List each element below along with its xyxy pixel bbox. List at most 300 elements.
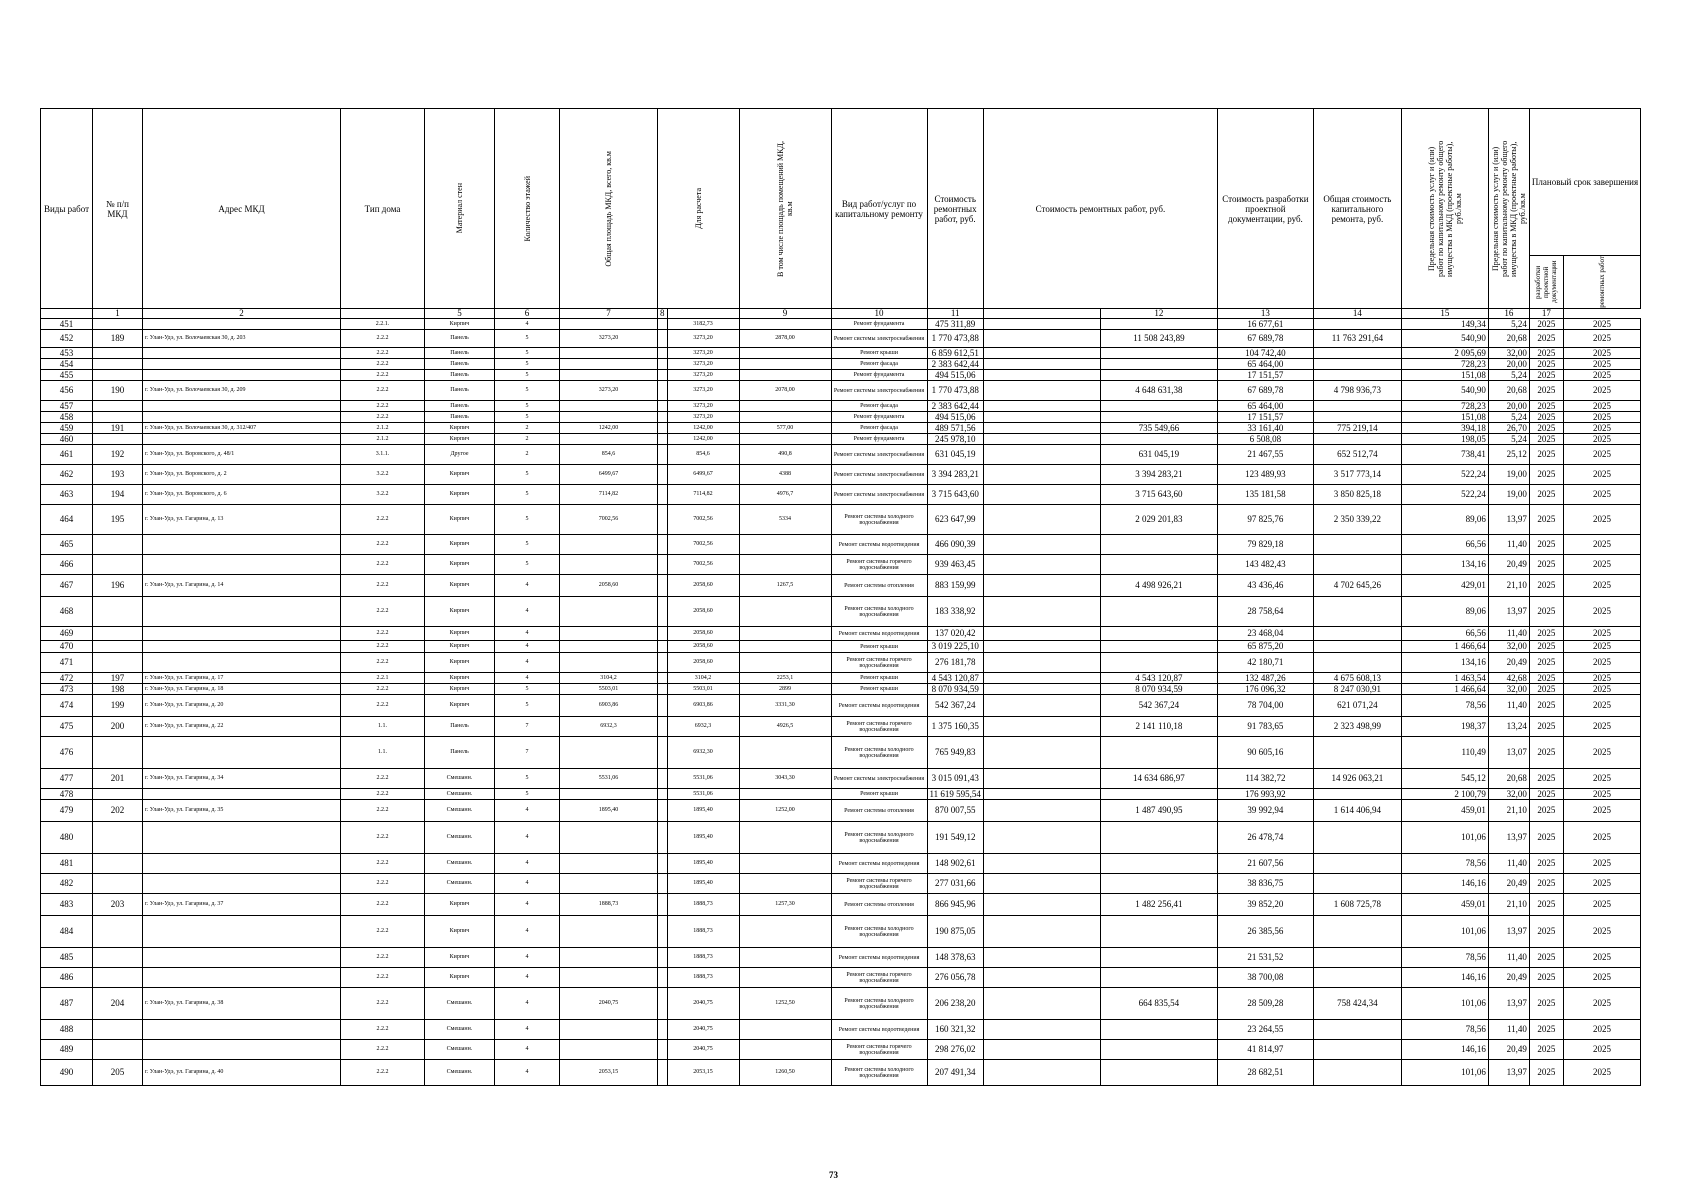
floors-cell: 5 [495, 695, 560, 717]
limit-design-cell: 5,24 [1488, 434, 1529, 445]
spacer-cell [983, 370, 1100, 381]
cost-design-cell: 143 482,43 [1217, 555, 1313, 575]
spacer-cell [983, 485, 1100, 505]
budget-table-sheet [40, 108, 1641, 1086]
col-header-cost-design: Стоимость разработки проектной документации, руб. [1217, 109, 1313, 309]
column-number-cell: 12 [1100, 309, 1217, 319]
calc-area-cell: 2058,60 [667, 627, 739, 641]
limit-works-cell: 151,08 [1401, 412, 1488, 423]
wall-material-cell: Смешанн. [425, 789, 495, 800]
table-row [41, 789, 1641, 800]
house-type-cell: 2.2.2 [341, 769, 425, 789]
limit-design-cell: 13,07 [1488, 737, 1529, 769]
mkd-number-cell: 204 [93, 988, 143, 1020]
house-type-cell: 2.2.2 [341, 359, 425, 370]
deadline-design-cell: 2025 [1529, 948, 1563, 968]
cost-works-total-cell [1100, 412, 1217, 423]
limit-design-cell: 20,49 [1488, 874, 1529, 894]
work-type-cell: Ремонт системы холодного водоснабжения [831, 1060, 927, 1086]
row-number-cell: 473 [41, 684, 93, 695]
spacer-cell [658, 769, 668, 789]
cost-works-cell: 631 045,19 [927, 445, 983, 465]
wall-material-cell: Кирпич [425, 894, 495, 916]
table-row [41, 894, 1641, 916]
total-area-cell [560, 874, 658, 894]
premises-area-cell [739, 1040, 831, 1060]
calc-area-cell: 2040,75 [667, 1040, 739, 1060]
spacer-cell [658, 800, 668, 822]
deadline-repair-cell: 2025 [1563, 535, 1640, 555]
table-row [41, 505, 1641, 535]
column-number-cell: 17 [1529, 309, 1563, 319]
total-area-cell [560, 401, 658, 412]
cost-design-cell: 176 993,92 [1217, 789, 1313, 800]
wall-material-cell: Кирпич [425, 535, 495, 555]
limit-design-cell: 21,10 [1488, 894, 1529, 916]
wall-material-cell: Смешанн. [425, 800, 495, 822]
cost-total-cell: 4 798 936,73 [1313, 381, 1401, 401]
col-header-limit-design: Предельная стоимость услуг и (или) работ по капитальному ремонту общего имущества в МКД (проектные работы), руб./кв.м [1488, 109, 1529, 309]
table-row [41, 916, 1641, 948]
address-cell: г. Улан-Удэ, ул. Волочаевская 30, д. 312/407 [143, 423, 341, 434]
cost-total-cell [1313, 789, 1401, 800]
cost-works-total-cell [1100, 874, 1217, 894]
cost-design-cell: 65 464,00 [1217, 359, 1313, 370]
cost-works-cell: 207 491,34 [927, 1060, 983, 1086]
floors-cell: 5 [495, 769, 560, 789]
premises-area-cell: 1267,5 [739, 575, 831, 597]
cost-design-cell: 65 464,00 [1217, 401, 1313, 412]
cost-works-cell: 3 019 225,10 [927, 641, 983, 653]
mkd-number-cell [93, 319, 143, 330]
cost-works-total-cell: 1 482 256,41 [1100, 894, 1217, 916]
spacer-cell [983, 445, 1100, 465]
floors-cell: 5 [495, 348, 560, 359]
premises-area-cell: 2899 [739, 684, 831, 695]
address-cell [143, 627, 341, 641]
house-type-cell: 2.2.2 [341, 1060, 425, 1086]
calc-area-cell: 3273,20 [667, 330, 739, 348]
floors-cell: 4 [495, 988, 560, 1020]
work-type-cell: Ремонт фасада [831, 401, 927, 412]
work-type-cell: Ремонт системы электроснабжения [831, 485, 927, 505]
mkd-number-cell [93, 370, 143, 381]
cost-design-cell: 132 487,26 [1217, 673, 1313, 684]
cost-total-cell [1313, 653, 1401, 673]
wall-material-cell: Кирпич [425, 423, 495, 434]
cost-design-cell: 33 161,40 [1217, 423, 1313, 434]
premises-area-cell: 2878,00 [739, 330, 831, 348]
calc-area-cell: 2058,60 [667, 575, 739, 597]
premises-area-cell: 5334 [739, 505, 831, 535]
floors-cell: 5 [495, 535, 560, 555]
total-area-cell [560, 370, 658, 381]
spacer-cell [983, 330, 1100, 348]
row-number-cell: 462 [41, 465, 93, 485]
row-number-cell: 461 [41, 445, 93, 465]
limit-works-cell: 394,18 [1401, 423, 1488, 434]
limit-design-cell: 20,68 [1488, 381, 1529, 401]
cost-design-cell: 114 382,72 [1217, 769, 1313, 789]
cost-design-cell: 26 385,56 [1217, 916, 1313, 948]
premises-area-cell [739, 948, 831, 968]
wall-material-cell: Панель [425, 412, 495, 423]
cost-works-total-cell: 664 835,54 [1100, 988, 1217, 1020]
row-number-cell: 488 [41, 1020, 93, 1040]
premises-area-cell [739, 822, 831, 854]
table-row [41, 854, 1641, 874]
spacer-cell [983, 1040, 1100, 1060]
spacer-cell [983, 789, 1100, 800]
table-row [41, 319, 1641, 330]
work-type-cell: Ремонт системы электроснабжения [831, 769, 927, 789]
mkd-number-cell [93, 412, 143, 423]
deadline-repair-cell: 2025 [1563, 854, 1640, 874]
premises-area-cell [739, 1020, 831, 1040]
cost-works-total-cell: 4 648 631,38 [1100, 381, 1217, 401]
deadline-repair-cell: 2025 [1563, 485, 1640, 505]
premises-area-cell: 2078,00 [739, 381, 831, 401]
floors-cell: 4 [495, 627, 560, 641]
col-header-premises-area: В том числе площадь помещений МКД, кв.м [739, 109, 831, 309]
deadline-repair-cell: 2025 [1563, 627, 1640, 641]
cost-design-cell: 176 096,32 [1217, 684, 1313, 695]
table-row [41, 423, 1641, 434]
table-row [41, 673, 1641, 684]
limit-design-cell: 32,00 [1488, 684, 1529, 695]
deadline-design-cell: 2025 [1529, 988, 1563, 1020]
deadline-design-cell: 2025 [1529, 597, 1563, 627]
premises-area-cell [739, 597, 831, 627]
work-type-cell: Ремонт системы горячего водоснабжения [831, 1040, 927, 1060]
floors-cell: 4 [495, 1020, 560, 1040]
cost-total-cell [1313, 968, 1401, 988]
limit-design-cell: 11,40 [1488, 854, 1529, 874]
house-type-cell: 2.2.2 [341, 800, 425, 822]
column-number-cell: 14 [1313, 309, 1401, 319]
deadline-design-cell: 2025 [1529, 1020, 1563, 1040]
work-type-cell: Ремонт фасада [831, 359, 927, 370]
wall-material-cell: Кирпич [425, 505, 495, 535]
deadline-repair-cell: 2025 [1563, 1060, 1640, 1086]
cost-works-cell: 190 875,05 [927, 916, 983, 948]
capital-repair-table [40, 108, 1641, 1086]
cost-works-cell: 3 394 283,21 [927, 465, 983, 485]
row-number-cell: 485 [41, 948, 93, 968]
house-type-cell: 2.2.1 [341, 673, 425, 684]
column-number-cell: 15 [1401, 309, 1488, 319]
spacer-cell [983, 465, 1100, 485]
premises-area-cell [739, 319, 831, 330]
wall-material-cell: Кирпич [425, 653, 495, 673]
column-number-cell: 8 [658, 309, 668, 319]
total-area-cell: 6903,86 [560, 695, 658, 717]
spacer-cell [983, 434, 1100, 445]
spacer-cell [658, 717, 668, 737]
cost-design-cell: 97 825,76 [1217, 505, 1313, 535]
house-type-cell: 2.2.2 [341, 684, 425, 695]
row-number-cell: 481 [41, 854, 93, 874]
table-row [41, 597, 1641, 627]
total-area-cell: 2040,75 [560, 988, 658, 1020]
total-area-cell [560, 653, 658, 673]
premises-area-cell [739, 789, 831, 800]
deadline-repair-cell: 2025 [1563, 555, 1640, 575]
table-row [41, 769, 1641, 789]
address-cell [143, 1040, 341, 1060]
premises-area-cell [739, 916, 831, 948]
floors-cell: 4 [495, 968, 560, 988]
wall-material-cell: Кирпич [425, 485, 495, 505]
address-cell [143, 822, 341, 854]
deadline-design-cell: 2025 [1529, 485, 1563, 505]
spacer-cell [983, 968, 1100, 988]
floors-cell: 5 [495, 505, 560, 535]
cost-works-total-cell [1100, 401, 1217, 412]
table-row [41, 968, 1641, 988]
cost-works-total-cell [1100, 1020, 1217, 1040]
table-row [41, 641, 1641, 653]
limit-design-cell: 13,97 [1488, 822, 1529, 854]
cost-works-total-cell [1100, 641, 1217, 653]
limit-works-cell: 540,90 [1401, 330, 1488, 348]
row-number-cell: 459 [41, 423, 93, 434]
floors-cell: 4 [495, 319, 560, 330]
calc-area-cell: 1895,40 [667, 854, 739, 874]
row-number-cell: 458 [41, 412, 93, 423]
column-number-row [41, 309, 1641, 319]
deadline-design-cell: 2025 [1529, 874, 1563, 894]
cost-design-cell: 21 467,55 [1217, 445, 1313, 465]
table-row [41, 695, 1641, 717]
work-type-cell: Ремонт фундамента [831, 434, 927, 445]
table-row [41, 359, 1641, 370]
cost-total-cell [1313, 348, 1401, 359]
column-number-cell: 2 [143, 309, 341, 319]
spacer-cell [658, 535, 668, 555]
work-type-cell: Ремонт крыши [831, 673, 927, 684]
spacer-cell [983, 988, 1100, 1020]
limit-design-cell: 42,68 [1488, 673, 1529, 684]
cost-design-cell: 23 264,55 [1217, 1020, 1313, 1040]
deadline-design-cell: 2025 [1529, 535, 1563, 555]
cost-design-cell: 43 436,46 [1217, 575, 1313, 597]
house-type-cell: 2.2.2 [341, 789, 425, 800]
total-area-cell [560, 916, 658, 948]
work-type-cell: Ремонт системы горячего водоснабжения [831, 717, 927, 737]
col-header-calc-area: Для расчета [658, 109, 740, 309]
col-header-deadline: Плановый срок завершения [1529, 109, 1640, 256]
house-type-cell: 2.2.2 [341, 555, 425, 575]
address-cell [143, 653, 341, 673]
cost-works-cell: 148 378,63 [927, 948, 983, 968]
limit-works-cell: 134,16 [1401, 653, 1488, 673]
spacer-cell [658, 330, 668, 348]
spacer-cell [983, 822, 1100, 854]
deadline-design-cell: 2025 [1529, 319, 1563, 330]
house-type-cell: 2.2.2 [341, 412, 425, 423]
cost-works-total-cell [1100, 737, 1217, 769]
row-number-cell: 465 [41, 535, 93, 555]
row-number-cell: 475 [41, 717, 93, 737]
calc-area-cell: 3273,20 [667, 359, 739, 370]
wall-material-cell: Смешанн. [425, 1040, 495, 1060]
deadline-repair-cell: 2025 [1563, 505, 1640, 535]
spacer-cell [658, 822, 668, 854]
spacer-cell [658, 370, 668, 381]
cost-works-cell: 765 949,83 [927, 737, 983, 769]
wall-material-cell: Смешанн. [425, 854, 495, 874]
limit-design-cell: 20,49 [1488, 555, 1529, 575]
cost-works-total-cell [1100, 535, 1217, 555]
house-type-cell: 2.2.2 [341, 535, 425, 555]
deadline-design-cell: 2025 [1529, 555, 1563, 575]
row-number-cell: 489 [41, 1040, 93, 1060]
cost-works-cell: 475 311,89 [927, 319, 983, 330]
address-cell [143, 370, 341, 381]
calc-area-cell: 1242,00 [667, 434, 739, 445]
cost-works-cell: 3 715 643,60 [927, 485, 983, 505]
spacer-cell [983, 412, 1100, 423]
spacer-cell [658, 988, 668, 1020]
house-type-cell: 2.1.2 [341, 423, 425, 434]
limit-works-cell: 134,16 [1401, 555, 1488, 575]
total-area-cell: 854,6 [560, 445, 658, 465]
wall-material-cell: Смешанн. [425, 769, 495, 789]
limit-design-cell: 13,97 [1488, 988, 1529, 1020]
mkd-number-cell: 202 [93, 800, 143, 822]
cost-total-cell [1313, 434, 1401, 445]
floors-cell: 2 [495, 423, 560, 434]
calc-area-cell: 6932,3 [667, 717, 739, 737]
limit-works-cell: 728,23 [1401, 359, 1488, 370]
cost-works-cell: 3 015 091,43 [927, 769, 983, 789]
spacer-cell [658, 412, 668, 423]
deadline-repair-cell: 2025 [1563, 822, 1640, 854]
cost-design-cell: 39 992,94 [1217, 800, 1313, 822]
cost-works-cell: 276 181,78 [927, 653, 983, 673]
address-cell [143, 916, 341, 948]
deadline-repair-cell: 2025 [1563, 737, 1640, 769]
total-area-cell: 3273,20 [560, 330, 658, 348]
spacer-cell [658, 874, 668, 894]
cost-works-total-cell [1100, 653, 1217, 673]
calc-area-cell: 3273,20 [667, 348, 739, 359]
house-type-cell: 2.2.2 [341, 381, 425, 401]
house-type-cell: 2.2.2 [341, 894, 425, 916]
spacer-cell [658, 1040, 668, 1060]
cost-total-cell [1313, 822, 1401, 854]
house-type-cell: 2.2.2 [341, 370, 425, 381]
total-area-cell: 3104,2 [560, 673, 658, 684]
wall-material-cell: Смешанн. [425, 988, 495, 1020]
limit-works-cell: 540,90 [1401, 381, 1488, 401]
cost-design-cell: 135 181,58 [1217, 485, 1313, 505]
calc-area-cell: 1888,73 [667, 968, 739, 988]
cost-works-total-cell [1100, 434, 1217, 445]
mkd-number-cell [93, 401, 143, 412]
cost-total-cell [1313, 737, 1401, 769]
spacer-cell [658, 485, 668, 505]
limit-works-cell: 459,01 [1401, 800, 1488, 822]
deadline-design-cell: 2025 [1529, 412, 1563, 423]
house-type-cell: 2.2.2 [341, 948, 425, 968]
spacer-cell [658, 555, 668, 575]
deadline-repair-cell: 2025 [1563, 1020, 1640, 1040]
wall-material-cell: Панель [425, 330, 495, 348]
cost-works-total-cell [1100, 319, 1217, 330]
address-cell: г. Улан-Удэ, ул. Гагарина, д. 22 [143, 717, 341, 737]
spacer-cell [658, 381, 668, 401]
spacer-cell [658, 434, 668, 445]
total-area-cell: 7002,56 [560, 505, 658, 535]
total-area-cell: 2053,15 [560, 1060, 658, 1086]
limit-works-cell: 78,56 [1401, 948, 1488, 968]
col-header-limit-works: Предельная стоимость услуг и (или) работ по капитальному ремонту общего имущества в МКД (проектные работы), руб./кв.м [1401, 109, 1488, 309]
deadline-repair-cell: 2025 [1563, 319, 1640, 330]
wall-material-cell: Кирпич [425, 319, 495, 330]
spacer-cell [983, 535, 1100, 555]
limit-works-cell: 149,34 [1401, 319, 1488, 330]
house-type-cell: 1.1. [341, 737, 425, 769]
total-area-cell [560, 597, 658, 627]
limit-works-cell: 522,24 [1401, 485, 1488, 505]
deadline-repair-cell: 2025 [1563, 641, 1640, 653]
limit-works-cell: 101,06 [1401, 822, 1488, 854]
work-type-cell: Ремонт системы водоотведения [831, 695, 927, 717]
calc-area-cell: 6932,30 [667, 737, 739, 769]
work-type-cell: Ремонт крыши [831, 641, 927, 653]
mkd-number-cell [93, 627, 143, 641]
cost-design-cell: 67 689,78 [1217, 381, 1313, 401]
address-cell [143, 948, 341, 968]
premises-area-cell [739, 401, 831, 412]
calc-area-cell: 3273,20 [667, 370, 739, 381]
calc-area-cell: 7114,82 [667, 485, 739, 505]
cost-works-total-cell [1100, 597, 1217, 627]
cost-works-cell: 2 383 642,44 [927, 359, 983, 370]
spacer-cell [983, 854, 1100, 874]
calc-area-cell: 5531,06 [667, 769, 739, 789]
total-area-cell [560, 789, 658, 800]
address-cell [143, 319, 341, 330]
work-type-cell: Ремонт системы водоотведения [831, 535, 927, 555]
house-type-cell: 2.2.2 [341, 627, 425, 641]
floors-cell: 5 [495, 401, 560, 412]
limit-works-cell: 2 095,69 [1401, 348, 1488, 359]
cost-works-total-cell [1100, 948, 1217, 968]
address-cell [143, 854, 341, 874]
mkd-number-cell [93, 1040, 143, 1060]
mkd-number-cell [93, 555, 143, 575]
spacer-cell [983, 627, 1100, 641]
table-row [41, 370, 1641, 381]
work-type-cell: Ремонт системы водоотведения [831, 627, 927, 641]
deadline-repair-cell: 2025 [1563, 894, 1640, 916]
floors-cell: 7 [495, 737, 560, 769]
spacer-cell [658, 737, 668, 769]
col-header-total-area: Общая площадь МКД, всего, кв.м [560, 109, 658, 309]
cost-total-cell [1313, 948, 1401, 968]
mkd-number-cell [93, 968, 143, 988]
limit-design-cell: 11,40 [1488, 1020, 1529, 1040]
cost-works-cell: 623 647,99 [927, 505, 983, 535]
table-row [41, 1020, 1641, 1040]
address-cell: г. Улан-Удэ, ул. Гагарина, д. 13 [143, 505, 341, 535]
cost-total-cell: 621 071,24 [1313, 695, 1401, 717]
deadline-repair-cell: 2025 [1563, 874, 1640, 894]
address-cell [143, 535, 341, 555]
